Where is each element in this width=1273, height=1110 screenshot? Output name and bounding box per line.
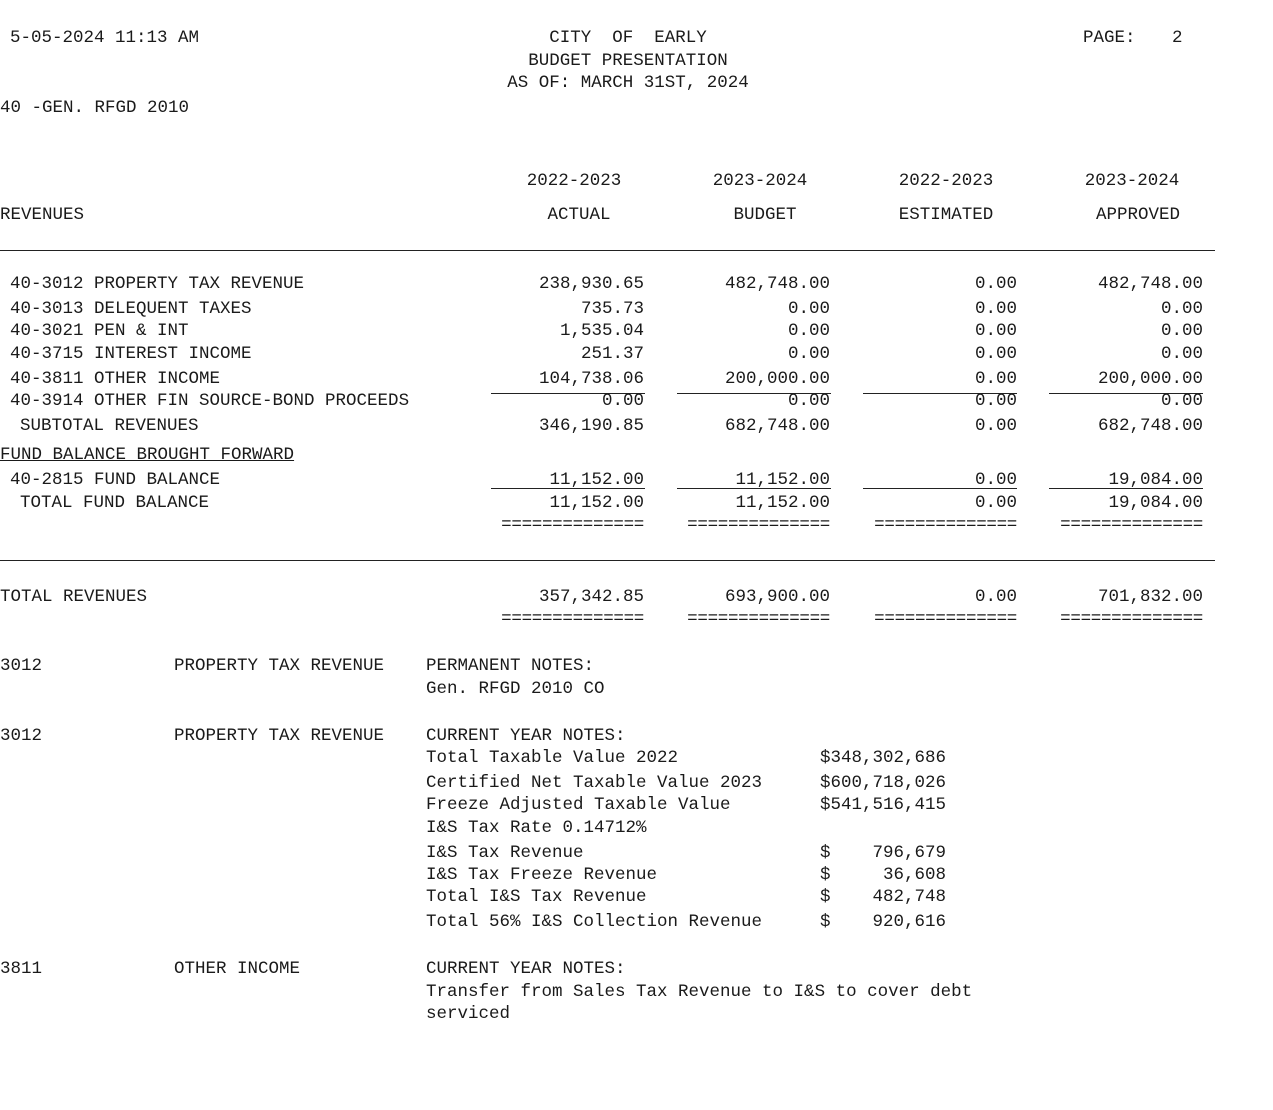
- note-item-value: $348,302,686: [820, 748, 947, 768]
- col-estimated-name: ESTIMATED: [898, 205, 994, 225]
- note-item-label: Freeze Adjusted Taxable Value: [426, 795, 731, 815]
- col-estimated-year: 2022-2023: [898, 171, 994, 191]
- note-account-name: PROPERTY TAX REVENUE: [174, 656, 385, 676]
- row-actual: 0.00: [601, 391, 644, 411]
- row-estimated: 0.00: [974, 274, 1017, 294]
- row-label: 40-3012 PROPERTY TAX REVENUE: [10, 274, 305, 294]
- row-estimated: 0.00: [974, 369, 1017, 389]
- note-line: Gen. RFGD 2010 CO: [426, 679, 605, 699]
- row-approved: 19,084.00: [1108, 470, 1203, 490]
- report-datetime: 5-05-2024 11:13 AM: [10, 28, 200, 48]
- fund-balance-heading: FUND BALANCE BROUGHT FORWARD: [0, 445, 295, 465]
- row-actual: 1,535.04: [559, 321, 644, 341]
- column-rule: [1049, 488, 1203, 489]
- row-approved: 482,748.00: [1097, 274, 1203, 294]
- page-number: 2: [1172, 28, 1183, 48]
- row-actual: 11,152.00: [549, 470, 644, 490]
- section-divider: [0, 560, 1215, 561]
- col-budget-year: 2023-2024: [712, 171, 808, 191]
- row-actual: 238,930.65: [538, 274, 644, 294]
- row-approved: 0.00: [1160, 391, 1203, 411]
- col-approved-year: 2023-2024: [1084, 171, 1180, 191]
- note-line: Transfer from Sales Tax Revenue to I&S to cover debt: [426, 982, 973, 1002]
- column-rule: [491, 488, 645, 489]
- report-title: BUDGET PRESENTATION: [528, 51, 728, 71]
- subtotal-budget: 682,748.00: [724, 416, 830, 436]
- col-budget-name: BUDGET: [733, 205, 797, 225]
- col-actual-name: ACTUAL: [547, 205, 611, 225]
- note-type: PERMANENT NOTES:: [426, 656, 595, 676]
- row-label: 40-3021 PEN & INT: [10, 321, 189, 341]
- note-item-value: $ 796,679: [820, 843, 947, 863]
- total-revenues-budget: 693,900.00: [724, 587, 830, 607]
- row-approved: 0.00: [1160, 344, 1203, 364]
- double-rule: ==============: [501, 612, 644, 626]
- double-rule: ==============: [687, 518, 830, 532]
- row-estimated: 0.00: [974, 391, 1017, 411]
- fund-total-budget: 11,152.00: [735, 493, 830, 513]
- subtotal-actual: 346,190.85: [538, 416, 644, 436]
- col-approved-name: APPROVED: [1095, 205, 1180, 225]
- row-label: 40-2815 FUND BALANCE: [10, 470, 221, 490]
- total-revenues-approved: 701,832.00: [1097, 587, 1203, 607]
- fund-total-approved: 19,084.00: [1108, 493, 1203, 513]
- subtotal-estimated: 0.00: [974, 416, 1017, 436]
- note-item-value: $600,718,026: [820, 773, 947, 793]
- column-rule: [677, 488, 831, 489]
- row-budget: 0.00: [787, 391, 830, 411]
- row-estimated: 0.00: [974, 344, 1017, 364]
- row-label: 40-3811 OTHER INCOME: [10, 369, 221, 389]
- double-rule: ==============: [1060, 612, 1203, 626]
- double-rule: ==============: [687, 612, 830, 626]
- fund-total-estimated: 0.00: [974, 493, 1017, 513]
- note-item-label: I&S Tax Freeze Revenue: [426, 865, 658, 885]
- row-actual: 104,738.06: [538, 369, 644, 389]
- row-actual: 735.73: [580, 299, 644, 319]
- row-estimated: 0.00: [974, 299, 1017, 319]
- fund-name: 40 -GEN. RFGD 2010: [0, 98, 190, 118]
- total-revenues-actual: 357,342.85: [538, 587, 644, 607]
- subtotal-approved: 682,748.00: [1097, 416, 1203, 436]
- total-revenues-estimated: 0.00: [974, 587, 1017, 607]
- double-rule: ==============: [501, 518, 644, 532]
- double-rule: ==============: [1060, 518, 1203, 532]
- row-estimated: 0.00: [974, 321, 1017, 341]
- note-item-label: Total I&S Tax Revenue: [426, 887, 647, 907]
- row-approved: 0.00: [1160, 321, 1203, 341]
- report-as-of: AS OF: MARCH 31ST, 2024: [507, 73, 749, 93]
- note-item-value: $ 920,616: [820, 912, 947, 932]
- row-actual: 251.37: [580, 344, 644, 364]
- note-item-value: $ 482,748: [820, 887, 947, 907]
- section-label-revenues: REVENUES: [0, 205, 85, 225]
- fund-total-actual: 11,152.00: [549, 493, 644, 513]
- city-name: CITY OF EARLY: [549, 28, 707, 48]
- note-type: CURRENT YEAR NOTES:: [426, 726, 626, 746]
- note-item-value: $ 36,608: [820, 865, 947, 885]
- note-code: 3012: [0, 726, 43, 746]
- double-rule: ==============: [874, 518, 1017, 532]
- total-revenues-label: TOTAL REVENUES: [0, 587, 148, 607]
- note-item-label: Total 56% I&S Collection Revenue: [426, 912, 763, 932]
- row-label: 40-3013 DELEQUENT TAXES: [10, 299, 252, 319]
- subtotal-label: SUBTOTAL REVENUES: [20, 416, 199, 436]
- double-rule: ==============: [874, 612, 1017, 626]
- note-line: serviced: [426, 1004, 511, 1024]
- row-budget: 0.00: [787, 321, 830, 341]
- header-divider: [0, 250, 1215, 251]
- col-actual-year: 2022-2023: [526, 171, 622, 191]
- page-label: PAGE:: [1083, 28, 1136, 48]
- note-item-label: Total Taxable Value 2022: [426, 748, 679, 768]
- note-account-name: OTHER INCOME: [174, 959, 301, 979]
- note-code: 3012: [0, 656, 43, 676]
- note-item-value: $541,516,415: [820, 795, 947, 815]
- row-budget: 11,152.00: [735, 470, 830, 490]
- note-code: 3811: [0, 959, 43, 979]
- row-budget: 0.00: [787, 344, 830, 364]
- row-approved: 0.00: [1160, 299, 1203, 319]
- row-budget: 482,748.00: [724, 274, 830, 294]
- note-item-label: I&S Tax Revenue: [426, 843, 584, 863]
- row-estimated: 0.00: [974, 470, 1017, 490]
- fund-total-label: TOTAL FUND BALANCE: [20, 493, 210, 513]
- row-approved: 200,000.00: [1097, 369, 1203, 389]
- column-rule: [863, 488, 1017, 489]
- row-label: 40-3715 INTEREST INCOME: [10, 344, 252, 364]
- row-label: 40-3914 OTHER FIN SOURCE-BOND PROCEEDS: [10, 391, 410, 411]
- row-budget: 0.00: [787, 299, 830, 319]
- note-account-name: PROPERTY TAX REVENUE: [174, 726, 385, 746]
- note-item-label: I&S Tax Rate 0.14712%: [426, 818, 647, 838]
- row-budget: 200,000.00: [724, 369, 830, 389]
- note-type: CURRENT YEAR NOTES:: [426, 959, 626, 979]
- note-item-label: Certified Net Taxable Value 2023: [426, 773, 763, 793]
